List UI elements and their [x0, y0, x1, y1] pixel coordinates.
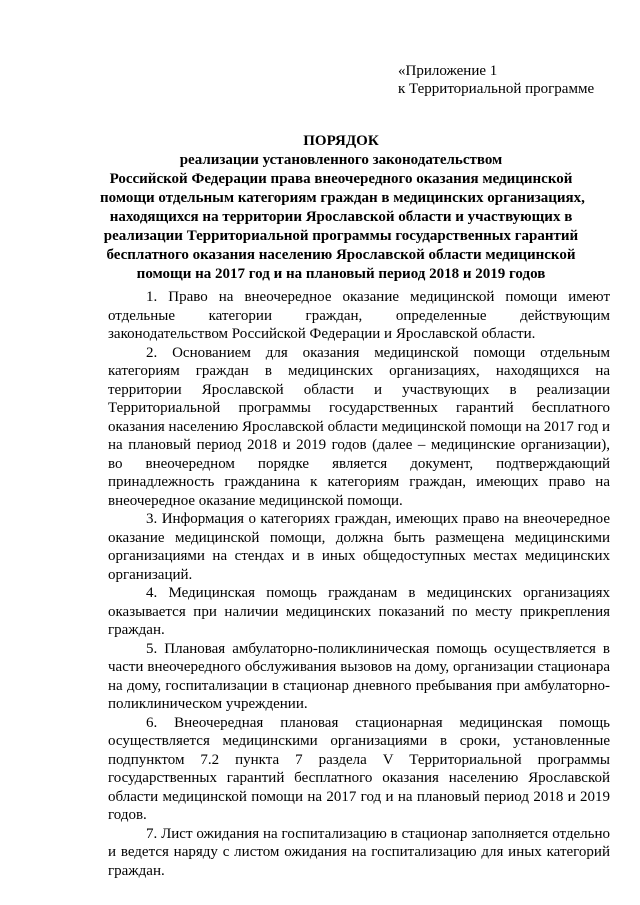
title-heading: ПОРЯДОК	[303, 133, 379, 149]
paragraph-7: 7. Лист ожидания на госпитализацию в стационар заполняется отдельно и ведется наряду с листом ожидания на госпитализацию для иных категорий граждан.	[108, 825, 610, 879]
title-line: помощи отдельным категориям граждан в медицинских организациях,	[100, 190, 585, 206]
title-line: бесплатного оказания населению Ярославской области медицинской	[106, 247, 576, 263]
paragraph-1: 1. Право на внеочередное оказание медицинской помощи имеют отдельные категории граждан, определенные действующим законодательством Российской Федерации и Ярославской области.	[108, 289, 610, 342]
title-line: реализации Территориальной программы государственных гарантий	[103, 228, 579, 244]
title-line: помощи на 2017 год и на плановый период 2018 и 2019 годов	[136, 266, 546, 282]
title-line: Российской Федерации права внеочередного оказания медицинской	[109, 171, 573, 187]
appendix-program: к Территориальной программе	[398, 81, 595, 97]
title-line: находящихся на территории Ярославской области и участвующих в	[109, 209, 573, 225]
paragraph-2: 2. Основанием для оказания медицинской помощи отдельным категориям граждан в медицинских организациях, находящихся на территории Ярославской области и участвующих в реализации Территориальной программы государственных гарантий бесплатного оказания населению Ярославской области медицинской помощи на 2017 год и на плановый период 2018 и 2019 годов (далее – медицинские организации), во внеочередном порядке является документ, подтверждающий принадлежность гражданина к категориям граждан, имеющих право на внеочередное оказание медицинской помощи.	[108, 344, 610, 509]
title-line: реализации установленного законодательством	[179, 152, 503, 168]
paragraph-6: 6. Внеочередная плановая стационарная медицинская помощь осуществляется медицинскими организациями в сроки, установленные подпунктом 7.2 пункта 7 раздела V Территориальной программы государственных гарантий бесплатного оказания населению Ярославской области медицинской помощи на 2017 год и на плановый период 2018 и 2019 годов.	[108, 714, 610, 823]
document-body	[108, 288, 610, 880]
paragraph-3: 3. Информация о категориях граждан, имеющих право на внеочередное оказание медицинской помощи, должна быть размещена медицинскими организациями на стендах и в иных общедоступных местах медицинских организаций.	[108, 511, 610, 583]
appendix-number: «Приложение 1	[398, 63, 498, 79]
appendix-reference	[398, 62, 628, 98]
document-title	[100, 132, 585, 284]
paragraph-4: 4. Медицинская помощь гражданам в медицинских организациях оказывается при наличии медицинских показаний по месту прикрепления граждан.	[108, 585, 610, 638]
paragraph-5: 5. Плановая амбулаторно-поликлиническая помощь осуществляется в части внеочередного обслуживания вызовов на дому, организации стационара на дому, госпитализации в стационар дневного пребывания при амбулаторно-поликлиническом учреждении.	[108, 640, 610, 712]
